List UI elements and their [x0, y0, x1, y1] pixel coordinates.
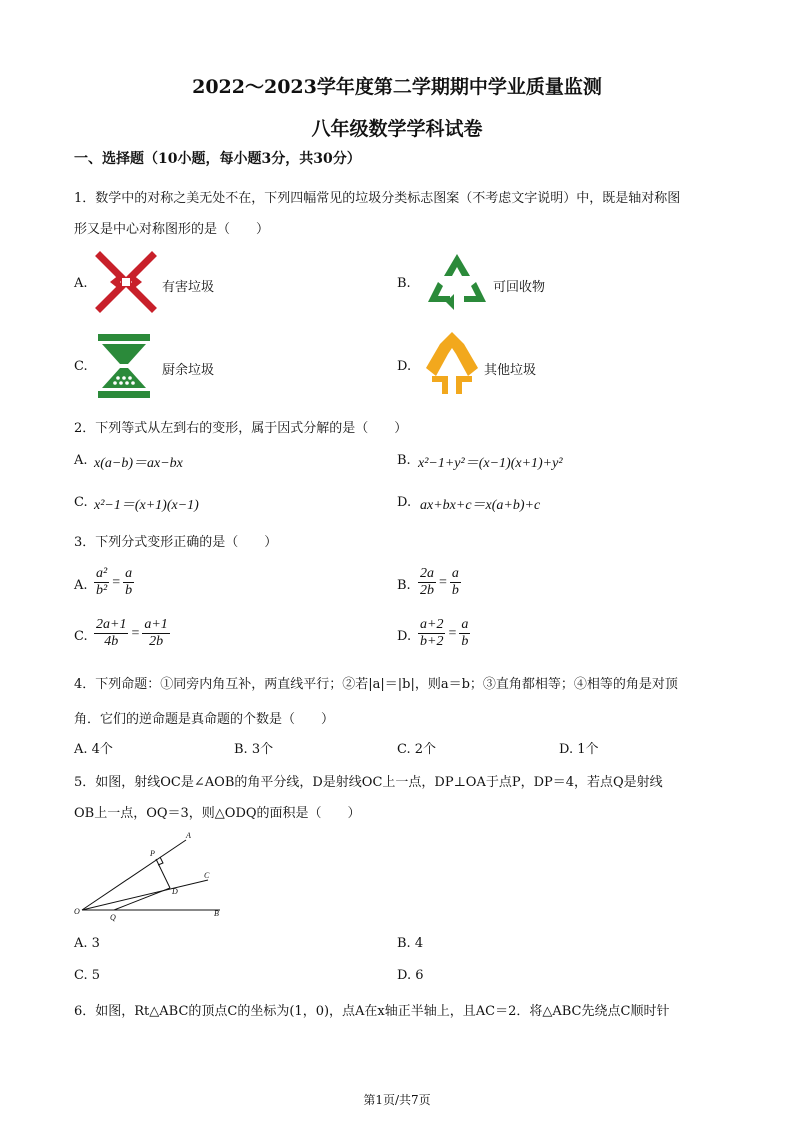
exam-subtitle: 八年级数学学科试卷: [311, 118, 483, 140]
q4-option-b: B. 3个: [234, 742, 274, 757]
q1-option-a-text: 有害垃圾: [162, 280, 215, 295]
q2-option-c-expr: x²−1＝(x+1)(x−1): [94, 498, 199, 513]
fraction: $\frac{2a}{2b}$: [420, 566, 434, 598]
q1-option-b-letter: B.: [397, 276, 411, 291]
q3-option-b-letter: B.: [397, 578, 411, 593]
q5-option-d: D. 6: [397, 968, 424, 983]
q5-option-a: A. 3: [74, 936, 100, 951]
q3-option-d-expr: $\frac{a+2}{b+2}$ = $\frac{a}{b}$: [420, 617, 469, 649]
food-waste-icon: [94, 332, 154, 400]
q1-stem-line2: 形又是中心对称图形的是（ ）: [74, 222, 270, 237]
section-heading: 一、选择题（10小题，每小题3分，共30分）: [74, 151, 361, 167]
q2-option-b-letter: B.: [397, 453, 411, 468]
q1-option-a-letter: A.: [74, 276, 88, 291]
q1-stem-line1: 1．数学中的对称之美无处不在，下列四幅常见的垃圾分类标志图案（不考虑文字说明）中，既是轴对称图: [74, 191, 681, 206]
q5-option-b: B. 4: [397, 936, 424, 951]
q2-option-b-expr: x²−1+y²＝(x−1)(x+1)+y²: [418, 456, 563, 471]
page-number: 第1页/共7页: [363, 1093, 431, 1107]
q3-option-a-letter: A.: [74, 578, 88, 593]
q1-option-b-text: 可回收物: [493, 280, 546, 295]
fraction: $\frac{a+2}{b+2}$: [420, 617, 444, 649]
fraction: $\frac{\text{a²}}{\text{b²}}$: [96, 566, 108, 598]
fraction: $\frac{a}{b}$: [451, 566, 459, 598]
exam-title: 2022～2023学年度第二学期期中学业质量监测: [192, 76, 602, 98]
fraction: $\frac{2a+1}{4b}$: [96, 617, 127, 649]
q6-stem-line1: 6．如图，Rt△ABC的顶点C的坐标为(1，0)，点A在x轴正半轴上，且AC＝2．将△ABC先绕点C顺时针: [74, 1004, 670, 1019]
q3-option-c-expr: $\frac{2a+1}{4b}$ = $\frac{a+1}{2b}$: [96, 617, 168, 649]
q1-option-d-text: 其他垃圾: [484, 363, 537, 378]
fraction: $\frac{a}{b}$: [461, 617, 469, 649]
q2-option-d-letter: D.: [397, 495, 412, 510]
q3-option-c-letter: C.: [74, 629, 88, 644]
q2-option-a-letter: A.: [74, 453, 88, 468]
q1-option-c-text: 厨余垃圾: [162, 363, 215, 378]
q3-option-a-expr: $\frac{\text{a²}}{\text{b²}}$ = $\frac{a}{b}$: [96, 566, 133, 598]
q5-option-c: C. 5: [74, 968, 101, 983]
q1-option-c-letter: C.: [74, 359, 88, 374]
q5-geometry-figure: [70, 830, 240, 922]
label-a: A: [186, 831, 191, 840]
q4-stem-line2: 角．它们的逆命题是真命题的个数是（ ）: [74, 712, 335, 727]
q3-option-b-expr: $\frac{2a}{2b}$ = $\frac{a}{b}$: [420, 566, 459, 598]
recycle-icon: [424, 250, 490, 314]
hazardous-waste-icon: [94, 250, 158, 314]
q5-stem-line2: OB上一点，OQ＝3，则△ODQ的面积是（ ）: [74, 806, 361, 821]
label-d: D: [172, 887, 178, 896]
fraction: $\frac{a}{b}$: [125, 566, 133, 598]
q4-option-d: D. 1个: [559, 742, 599, 757]
q3-stem: 3．下列分式变形正确的是（ ）: [74, 535, 278, 550]
label-q: Q: [110, 913, 116, 922]
q1-option-d-letter: D.: [397, 359, 412, 374]
q4-stem-line1: 4．下列命题：①同旁内角互补，两直线平行；②若|a|＝|b|，则a＝b；③直角都相等；④相等的角是对顶: [74, 677, 678, 692]
q2-option-d-expr: ax+bx+c＝x(a+b)+c: [420, 498, 541, 513]
q2-option-a-expr: x(a−b)＝ax−bx: [94, 456, 183, 471]
label-c: C: [204, 871, 210, 880]
label-p: P: [150, 849, 155, 858]
q4-option-c: C. 2个: [397, 742, 437, 757]
q3-option-d-letter: D.: [397, 629, 412, 644]
label-o: O: [74, 907, 80, 916]
q5-stem-line1: 5．如图，射线OC是∠AOB的角平分线，D是射线OC上一点，DP⊥OA于点P，DP＝4，若点Q是射线: [74, 775, 663, 790]
label-b: B: [214, 909, 219, 918]
other-waste-icon: [420, 330, 484, 398]
q2-stem: 2．下列等式从左到右的变形，属于因式分解的是（ ）: [74, 421, 408, 436]
q2-option-c-letter: C.: [74, 495, 88, 510]
q4-option-a: A. 4个: [74, 742, 113, 757]
fraction: $\frac{a+1}{2b}$: [144, 617, 168, 649]
